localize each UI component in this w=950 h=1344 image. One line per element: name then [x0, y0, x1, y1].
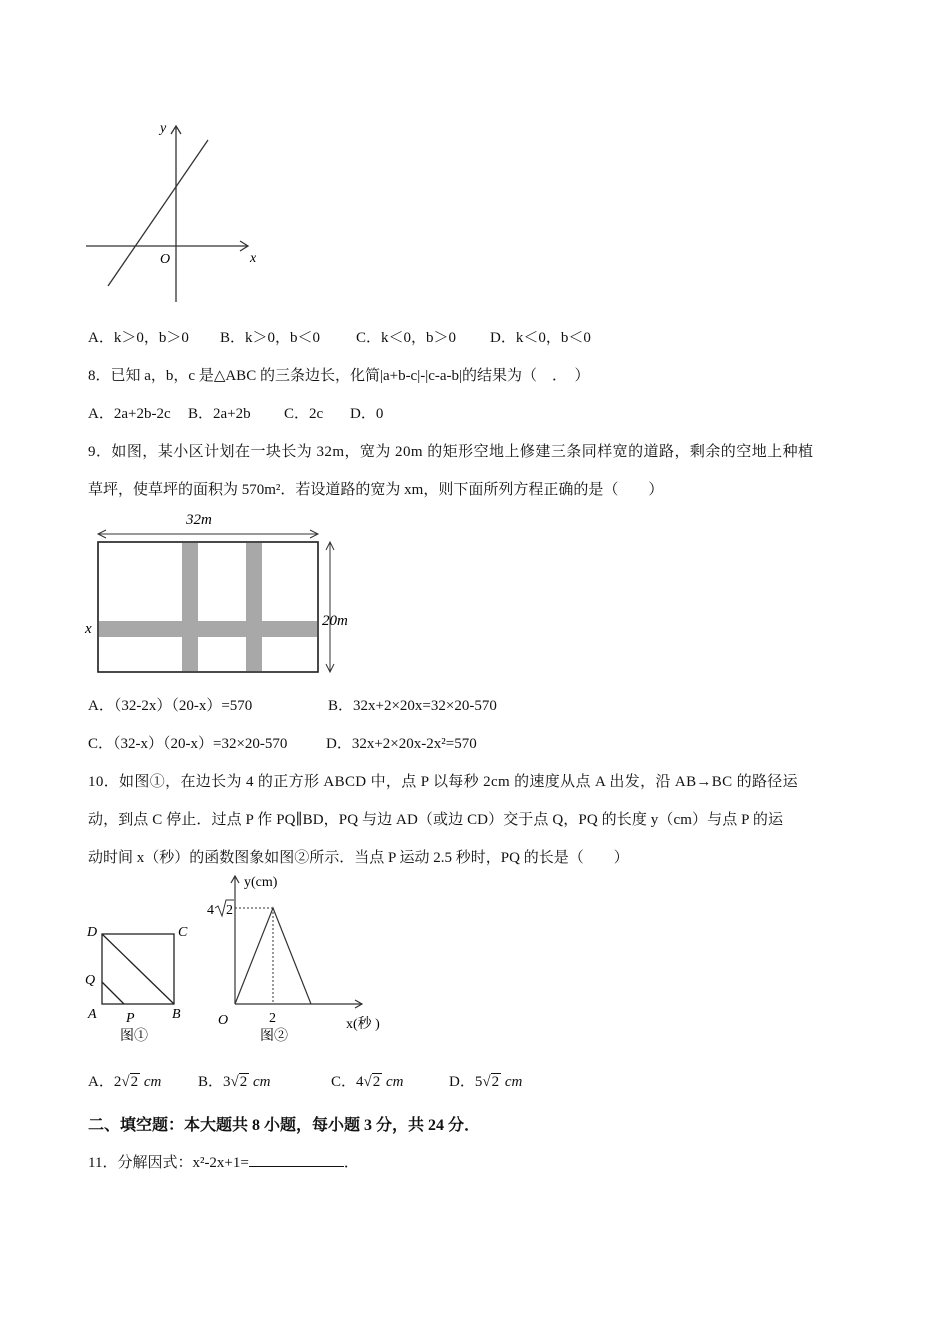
label-a: A — [88, 1007, 97, 1022]
label-d: D — [87, 925, 98, 940]
q9-figure — [84, 508, 364, 680]
function-line — [108, 140, 208, 286]
q8-option-c[interactable]: C．2c — [284, 406, 324, 422]
q8-options — [88, 402, 383, 423]
land-rectangle — [98, 542, 318, 672]
q11 — [88, 1151, 359, 1172]
section-2-heading: 二、填空题：本大题共 8 小题，每小题 3 分，共 24 分． — [88, 1117, 481, 1134]
q10-figure-1 — [82, 918, 197, 1048]
q8-option-d[interactable]: D．0 — [350, 406, 384, 422]
q10-option-c[interactable]: C．4√2 cm — [331, 1074, 404, 1090]
q10-options — [88, 1070, 522, 1091]
road-vertical-1 — [182, 542, 198, 672]
q9-option-a[interactable]: A．（32-2x）（20-x）=570 — [88, 698, 253, 714]
q10-stem-line2: 动，到点 C 停止．过点 P 作 PQ∥BD，PQ 与边 AD（或边 CD）交于点 Q，PQ 的长度 y（cm）与点 P 的运 — [88, 812, 784, 828]
width-label: 20m — [322, 613, 348, 629]
q10-figure-2 — [200, 868, 400, 1050]
q10-stem-line3: 动时间 x（秒）的函数图象如图②所示．当点 P 运动 2.5 秒时，PQ 的长是（ ） — [88, 850, 629, 866]
q9-option-c[interactable]: C．（32-x）（20-x）=32×20-570 — [88, 736, 288, 752]
q9-stem-line1: 9．如图，某小区计划在一块长为 32m，宽为 20m 的矩形空地上修建三条同样宽的道路，剩余的空地上种植 — [88, 444, 814, 460]
q10-stem-line1: 10．如图①，在边长为 4 的正方形 ABCD 中，点 P 以每秒 2cm 的速度从点 A 出发，沿 AB→BC 的路径运 — [88, 774, 798, 790]
q11-stem: 11．分解因式：x²-2x+1= — [88, 1155, 249, 1171]
road-horizontal — [98, 621, 318, 637]
peak-rad: 2 — [226, 903, 233, 918]
q9-options-row1 — [88, 694, 497, 715]
x-label: x — [250, 251, 257, 266]
origin-label: O — [160, 252, 171, 267]
fig2-caption: 图② — [260, 1029, 288, 1044]
q7-option-b[interactable]: B．k＞0，b＜0 — [220, 330, 321, 346]
sqrt-symbol: √2 — [482, 1074, 500, 1090]
x-label: x(秒 ) — [346, 1017, 380, 1032]
q11-end: ． — [343, 1155, 359, 1171]
y-label: y — [160, 121, 167, 136]
q9-stem-line2: 草坪，使草坪的面积为 570m²．若设道路的宽为 xm，则下面所列方程正确的是（ ） — [88, 482, 664, 498]
q8-stem: 8．已知 a，b，c 是△ABC 的三条边长，化简|a+b-c|-|c-a-b|的结果为（ ． ） — [88, 368, 590, 384]
length-label: 32m — [186, 512, 212, 528]
segment-pq — [102, 982, 124, 1004]
road-width-label: x — [85, 621, 92, 637]
q7-option-d[interactable]: D．k＜0，b＜0 — [490, 330, 591, 346]
sqrt-symbol: √2 — [121, 1074, 139, 1090]
label-c: C — [178, 925, 188, 940]
y-label: y(cm) — [244, 875, 278, 890]
label-b: B — [172, 1007, 181, 1022]
fig1-caption: 图① — [120, 1029, 148, 1044]
origin-label: O — [218, 1013, 229, 1028]
q10-option-d[interactable]: D．5√2 cm — [449, 1074, 523, 1090]
q9-option-b[interactable]: B．32x+2×20x=32×20-570 — [328, 698, 497, 714]
road-vertical-2 — [246, 542, 262, 672]
q10-option-a[interactable]: A．2√2 cm — [88, 1074, 162, 1090]
q8-option-b[interactable]: B．2a+2b — [188, 406, 251, 422]
q7-option-a[interactable]: A．k＞0，b＞0 — [88, 330, 189, 346]
q9-option-d[interactable]: D．32x+2×20x-2x²=570 — [326, 736, 477, 752]
sqrt-symbol: √2 — [363, 1074, 381, 1090]
x-tick-2: 2 — [269, 1011, 276, 1026]
label-p: P — [126, 1011, 135, 1026]
q10-option-b[interactable]: B．3√2 cm — [198, 1074, 271, 1090]
q9-options-row2 — [88, 732, 477, 753]
sqrt-symbol: √2 — [230, 1074, 248, 1090]
q7-options — [88, 326, 591, 347]
label-q: Q — [85, 973, 96, 988]
q7-option-c[interactable]: C．k＜0，b＞0 — [356, 330, 457, 346]
q8-option-a[interactable]: A．2a+2b-2c — [88, 406, 171, 422]
q11-answer-blank[interactable] — [249, 1152, 344, 1167]
q7-graph — [80, 112, 280, 312]
peak-coef: 4 — [207, 903, 214, 918]
